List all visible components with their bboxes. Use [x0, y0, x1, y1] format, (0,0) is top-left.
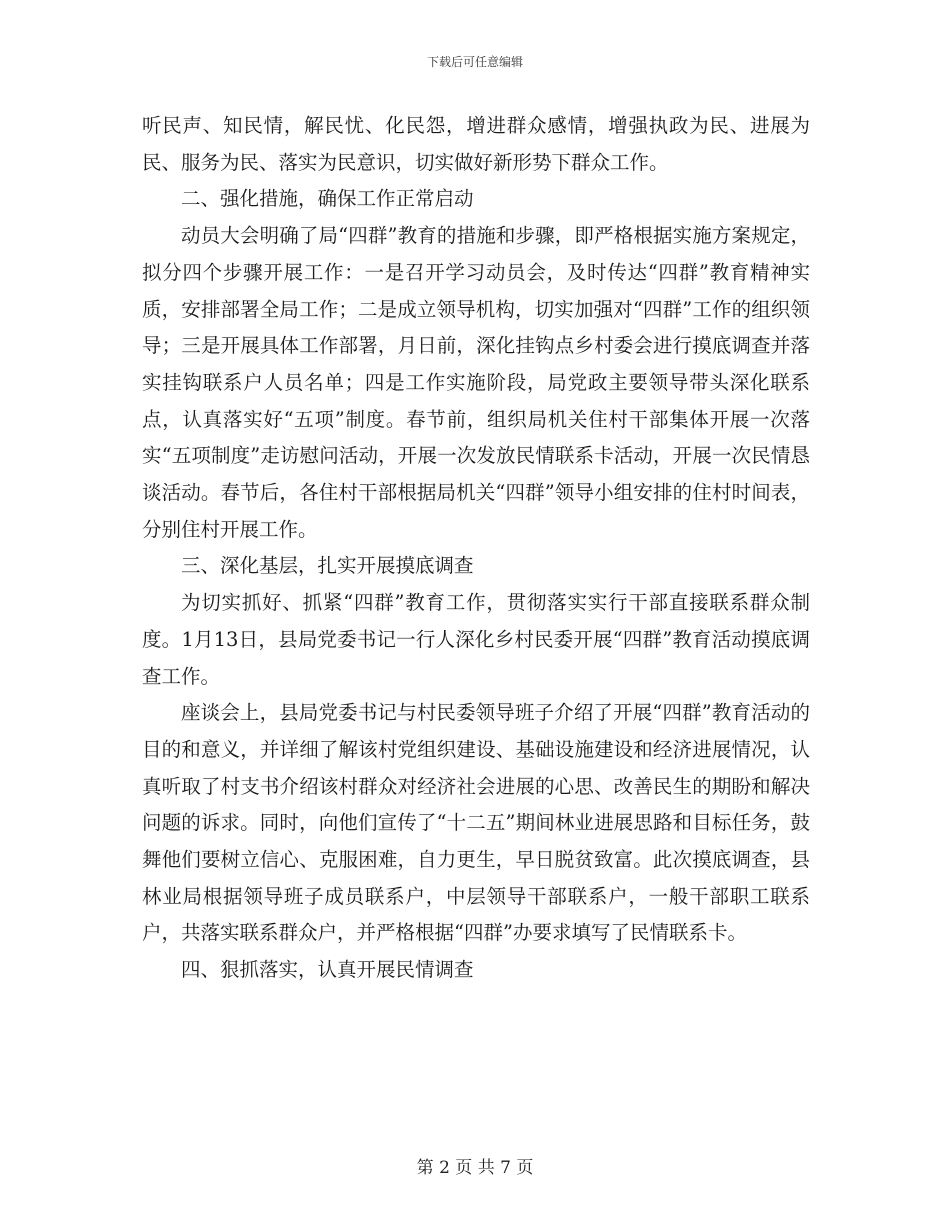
page-number [0, 1153, 950, 1178]
section-heading-2: 二、强化措施，确保工作正常启动 [181, 187, 474, 211]
paragraph-survey-intro: 为切实抓好、抓紧“四群”教育工作，贯彻落实实行干部直接联系群众制度。1月13日，县局党委书记一行人深化乡村民委开展“四群”教育活动摸底调查工作。 [142, 591, 810, 688]
page-number-label: 第 2 页 共 7 页 [416, 1158, 534, 1178]
document-body [142, 108, 810, 989]
paragraph-forum: 座谈会上，县局党委书记与村民委领导班子介绍了开展“四群”教育活动的目的和意义，并详细了解该村党组织建设、基础设施建设和经济进展情况，认真听取了村支书介绍该村群众对经济社会进展的心思、改善民生的期盼和解决问题的诉求。同时，向他们宣传了“十二五”期间林业进展思路和目标任务，鼓舞他们要树立信心、克服困难，自力更生，早日脱贫致富。此次摸底调查，县林业局根据领导班子成员联系户，中层领导干部联系户，一般干部职工联系户，共落实联系群众户，并严格根据“四群”办要求填写了民情联系卡。 [142, 701, 810, 945]
section-heading-4: 四、狠抓落实，认真开展民情调查 [181, 958, 474, 982]
paragraph-measures: 动员大会明确了局“四群”教育的措施和步骤，即严格根据实施方案规定，拟分四个步骤开展工作：一是召开学习动员会，及时传达“四群”教育精神实质，安排部署全局工作；二是成立领导机构，切实加强对“四群”工作的组织领导；三是开展具体工作部署，月日前，深化挂钩点乡村委会进行摸底调查并落实挂钩联系户人员名单；四是工作实施阶段，局党政主要领导带头深化联系点，认真落实好“五项”制度。春节前，组织局机关住村干部集体开展一次落实“五项制度”走访慰问活动，开展一次发放民情联系卡活动，开展一次民情恳谈活动。春节后，各住村干部根据局机关“四群”领导小组安排的住村时间表，分别住村开展工作。 [142, 224, 810, 541]
section-heading-3: 三、深化基层，扎实开展摸底调查 [181, 554, 474, 578]
paragraph-continued: 听民声、知民情，解民忧、化民怨，增进群众感情，增强执政为民、进展为民、服务为民、落实为民意识，切实做好新形势下群众工作。 [142, 114, 810, 174]
header-note: 下载后可任意编辑 [426, 55, 523, 69]
